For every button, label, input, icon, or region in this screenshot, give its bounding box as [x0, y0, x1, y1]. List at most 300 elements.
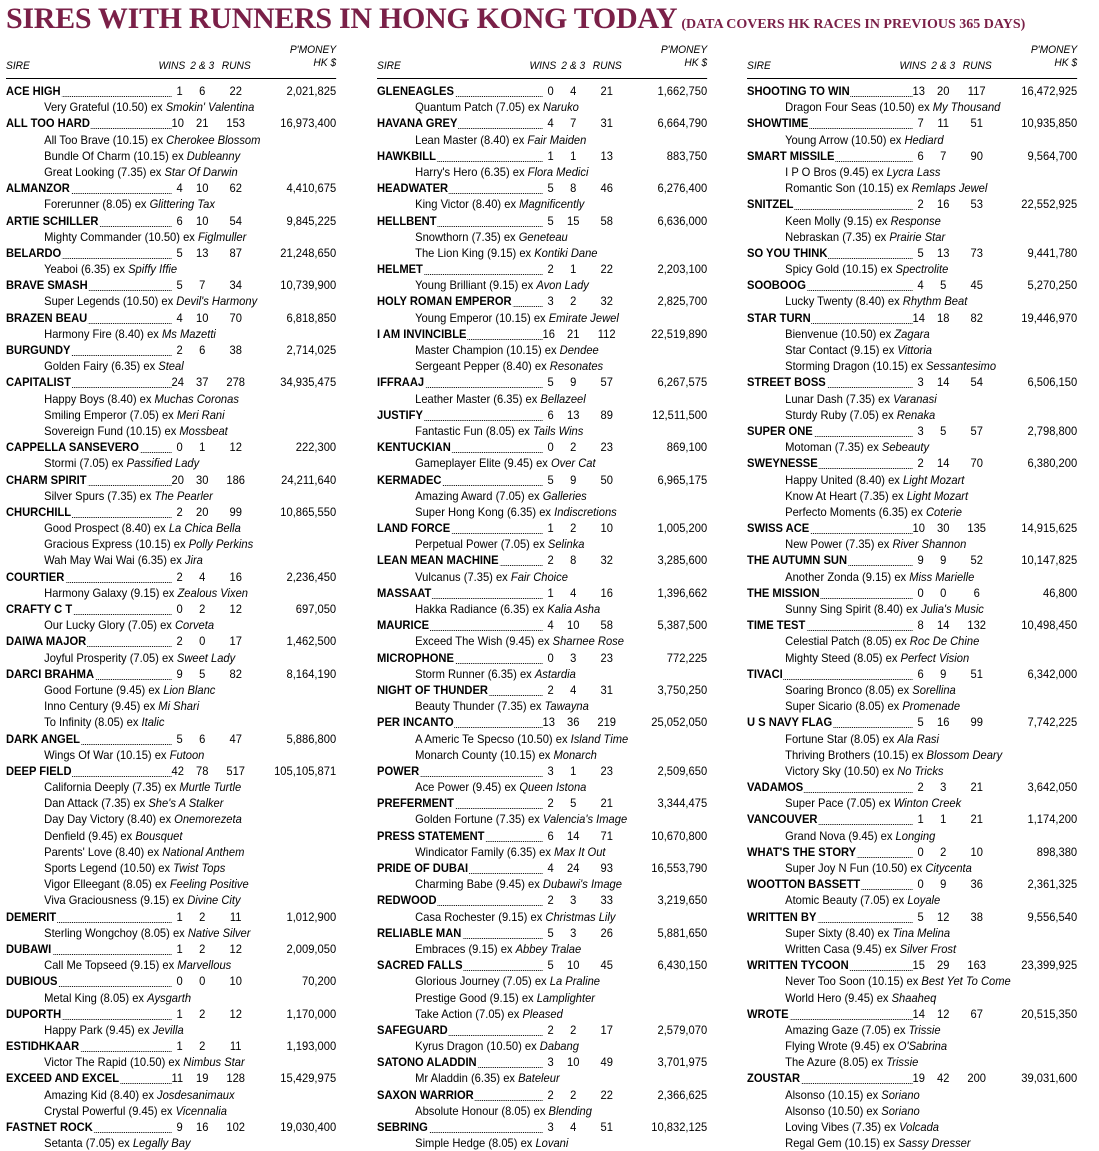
sire-runs: 17	[600, 1022, 613, 1037]
sire-row	[377, 293, 707, 309]
sire-wins: 15	[912, 958, 925, 973]
sire-name: KERMADEC	[377, 472, 442, 487]
sire-wins: 14	[912, 310, 925, 325]
sire-wins: 2	[543, 1022, 554, 1038]
runner-horse: Beauty Thunder (7.35) ex	[415, 699, 545, 714]
sire-name: WHAT'S THE STORY	[747, 844, 857, 859]
runner-row	[377, 941, 707, 957]
sire-wins: 4	[172, 180, 183, 196]
sire-runs: 52	[970, 553, 983, 568]
runner-row	[6, 229, 336, 245]
runner-row	[747, 391, 1077, 407]
runner-row	[6, 326, 336, 342]
sire-wins: 1	[543, 585, 554, 601]
sire-name: U S NAVY FLAG	[747, 715, 833, 730]
runner-horse: I P O Bros (9.45) ex	[785, 164, 887, 179]
runner-dam: Fair Choice	[510, 569, 568, 584]
runner-horse: Amazing Gaze (7.05) ex	[785, 1022, 909, 1037]
sire-placings: 5	[570, 796, 577, 811]
table-column-2	[377, 40, 707, 1151]
runner-row	[6, 1054, 336, 1070]
sire-name: WRITTEN TYCOON	[747, 958, 849, 973]
sire-wins: 1	[172, 1006, 183, 1022]
runner-dam: Steal	[158, 359, 184, 374]
runner-dam: Lovani	[535, 1136, 569, 1151]
header-wins: WINS	[899, 60, 927, 72]
runner-dam: Magnificently	[519, 197, 585, 212]
page-title	[6, 2, 1025, 38]
sire-runs: 51	[600, 1120, 613, 1134]
runner-horse: Nebraskan (7.35) ex	[785, 229, 890, 244]
sire-runs: 200	[967, 1071, 987, 1086]
sire-prize-money: 2,361,325	[1027, 877, 1078, 892]
sire-prize-money: 10,865,550	[280, 504, 337, 519]
sire-prize-money: 6,506,150	[1027, 375, 1078, 390]
sire-wins: 1	[172, 1038, 183, 1054]
sire-wins: 2	[172, 633, 183, 649]
runner-dam: Varanasi	[893, 391, 937, 406]
sire-placings: 6	[199, 731, 206, 746]
sire-name: SWISS ACE	[747, 521, 810, 536]
sire-wins: 13	[912, 84, 925, 98]
sire-runs: 11	[229, 909, 242, 924]
sire-runs: 32	[600, 553, 613, 568]
sire-runs: 12	[229, 941, 242, 956]
sire-prize-money: 2,714,025	[286, 343, 337, 357]
runner-dam: Jevilla	[152, 1022, 184, 1037]
sire-name: SNITZEL	[747, 197, 794, 212]
sire-placings: 9	[940, 877, 947, 892]
runner-dam: Star Of Darwin	[164, 164, 238, 179]
sire-name: DEMERIT	[6, 909, 57, 924]
sire-runs: 135	[967, 521, 987, 536]
runner-row	[747, 1103, 1077, 1119]
runner-row	[6, 407, 336, 423]
runner-row	[6, 925, 336, 941]
sire-wins: 1	[913, 811, 924, 827]
sire-name: IFFRAAJ	[377, 375, 425, 390]
runner-row	[6, 1022, 336, 1038]
runner-dam: Queen Istona	[519, 780, 587, 795]
sire-name: DEEP FIELD	[6, 763, 72, 778]
runner-dam: Kalia Asha	[547, 602, 601, 616]
runner-dam: Galleries	[542, 488, 587, 503]
sire-prize-money: 3,701,975	[657, 1055, 708, 1070]
sire-wins: 11	[171, 1071, 184, 1086]
runner-horse: Exceed The Wish (9.45) ex	[415, 634, 553, 649]
runner-horse: Vigor Elleegant (8.05) ex	[44, 877, 170, 892]
sire-wins: 9	[913, 552, 924, 568]
sire-name: SHOOTING TO WIN	[747, 84, 850, 98]
runner-row	[747, 682, 1077, 698]
sire-row	[6, 213, 336, 229]
sire-row	[377, 763, 707, 779]
sire-prize-money: 9,441,780	[1027, 245, 1078, 260]
runner-dam: Light Mozart	[902, 472, 965, 487]
runner-horse: Forerunner (8.05) ex	[44, 197, 150, 212]
sire-row	[747, 1006, 1077, 1022]
sire-row	[377, 650, 707, 666]
sire-placings: 2	[570, 294, 577, 309]
sire-name: SMART MISSILE	[747, 148, 835, 163]
sire-name: ALL TOO HARD	[6, 116, 90, 131]
runner-row	[377, 99, 707, 115]
sire-prize-money: 10,832,125	[651, 1120, 708, 1134]
sire-placings: 30	[937, 521, 950, 536]
sire-runs: 45	[600, 958, 613, 973]
header-runs: RUNS	[962, 60, 992, 72]
sire-runs: 70	[970, 456, 983, 471]
runner-horse: The Lion King (9.15) ex	[415, 245, 535, 260]
sire-row	[377, 1087, 707, 1103]
sire-prize-money: 46,800	[1043, 585, 1078, 600]
header-pmoney: P'MONEY	[1030, 44, 1078, 56]
sire-name: JUSTIFY	[377, 407, 423, 422]
runner-row	[6, 844, 336, 860]
runner-horse: Smiling Emperor (7.05) ex	[44, 407, 177, 422]
sire-prize-money: 6,276,400	[657, 181, 708, 196]
runner-row	[6, 358, 336, 374]
sire-placings: 7	[199, 278, 206, 293]
runner-dam: Glittering Tax	[149, 197, 215, 212]
sire-runs: 128	[226, 1071, 246, 1086]
sire-prize-money: 1,462,500	[286, 634, 337, 649]
header-wins: WINS	[158, 60, 186, 72]
runner-dam: Over Cat	[550, 456, 596, 471]
runner-horse: Sports Legend (10.50) ex	[44, 861, 174, 875]
runner-horse: Leather Master (6.35) ex	[415, 391, 541, 406]
runner-dam: Marvellous	[177, 958, 232, 973]
runner-dam: Smokin' Valentina	[165, 100, 255, 115]
runner-horse: Absolute Honour (8.05) ex	[415, 1103, 549, 1118]
sire-placings: 2	[940, 844, 947, 859]
runner-horse: Atomic Beauty (7.05) ex	[785, 893, 908, 908]
runner-dam: Rhythm Beat	[902, 294, 968, 309]
runner-dam: River Shannon	[892, 537, 967, 552]
runner-horse: Star Contact (9.15) ex	[785, 343, 898, 357]
runner-row	[377, 698, 707, 714]
sire-name: SAXON WARRIOR	[377, 1087, 474, 1102]
sire-placings: 3	[570, 893, 577, 908]
sire-runs: 33	[600, 893, 613, 908]
runner-horse: Our Lucky Glory (7.05) ex	[44, 618, 175, 633]
sire-row	[747, 844, 1077, 860]
runner-row	[377, 990, 707, 1006]
sire-prize-money: 5,270,250	[1027, 278, 1078, 293]
runner-horse: Flying Wrote (9.45) ex	[785, 1039, 898, 1054]
sire-wins: 5	[172, 731, 183, 747]
runner-row	[747, 358, 1077, 374]
sire-row	[6, 277, 336, 293]
sire-row	[747, 83, 1077, 99]
sire-prize-money: 3,285,600	[657, 553, 708, 568]
runner-horse: Bundle Of Charm (10.15) ex	[44, 148, 187, 163]
sire-runs: 67	[970, 1006, 983, 1021]
runner-dam: Cherokee Blossom	[166, 132, 261, 147]
runner-dam: Selinka	[547, 537, 585, 552]
sire-runs: 31	[600, 682, 613, 697]
sire-wins: 42	[171, 763, 184, 778]
sire-row	[747, 115, 1077, 131]
sire-placings: 6	[199, 84, 206, 98]
sire-placings: 8	[570, 181, 577, 196]
sire-row	[377, 374, 707, 390]
sire-placings: 14	[567, 828, 580, 843]
runner-horse: Inno Century (9.45) ex	[44, 699, 159, 714]
runner-row	[6, 196, 336, 212]
runner-horse: Happy United (8.40) ex	[785, 472, 903, 487]
sire-row	[6, 245, 336, 261]
runner-row	[377, 1038, 707, 1054]
runner-horse: New Power (7.35) ex	[785, 537, 893, 552]
runner-row	[6, 1087, 336, 1103]
sire-row	[747, 585, 1077, 601]
runner-dam: Trissie	[886, 1055, 919, 1070]
runner-row	[747, 650, 1077, 666]
sire-name: SOOBOOG	[747, 278, 806, 293]
sire-placings: 4	[570, 84, 577, 98]
sire-name: SO YOU THINK	[747, 245, 828, 260]
runner-dam: Sharnee Rose	[552, 634, 624, 649]
sire-name: BELARDO	[6, 245, 62, 260]
sire-wins: 9	[172, 1119, 183, 1135]
sire-wins: 2	[543, 261, 554, 277]
sire-name: PREFERMENT	[377, 796, 454, 811]
sire-runs: 219	[597, 715, 617, 730]
sire-runs: 517	[226, 763, 246, 778]
sire-wins: 2	[913, 455, 924, 471]
sire-wins: 4	[172, 310, 183, 326]
runner-dam: Devil's Harmony	[176, 294, 258, 309]
header-sire: SIRE	[6, 60, 30, 72]
runner-horse: Prestige Good (9.15) ex	[415, 990, 537, 1005]
sire-prize-money: 10,498,450	[1021, 618, 1078, 633]
sire-placings: 2	[570, 1022, 577, 1037]
sire-wins: 6	[913, 148, 924, 164]
sire-wins: 5	[913, 909, 924, 925]
runner-horse: Young Arrow (10.50) ex	[785, 132, 905, 147]
runner-row	[6, 892, 336, 908]
sire-wins: 4	[543, 860, 554, 876]
sire-placings: 5	[940, 423, 947, 438]
runner-horse: Gracious Express (10.15) ex	[44, 537, 189, 552]
runner-row	[747, 973, 1077, 989]
sire-prize-money: 2,798,800	[1027, 423, 1078, 438]
runner-dam: She's A Stalker	[148, 796, 224, 811]
sire-placings: 10	[567, 1055, 580, 1070]
runner-horse: Super Hong Kong (6.35) ex	[415, 504, 555, 519]
runner-dam: Julia's Music	[920, 602, 984, 616]
sire-placings: 2	[570, 440, 577, 455]
header-pmoney-unit: HK $	[313, 57, 337, 69]
sire-placings: 21	[567, 326, 580, 341]
sire-prize-money: 2,021,825	[286, 84, 337, 98]
runner-horse: Bienvenue (10.50) ex	[785, 326, 895, 341]
runner-dam: Sassy Dresser	[898, 1136, 971, 1151]
runner-horse: To Infinity (8.05) ex	[44, 715, 142, 730]
sire-row	[6, 973, 336, 989]
runner-row	[6, 132, 336, 148]
sire-wins: 1	[543, 148, 554, 164]
sire-runs: 10	[600, 521, 613, 536]
sire-placings: 16	[196, 1120, 209, 1134]
runner-row	[377, 601, 707, 617]
table-column-3	[747, 40, 1077, 1151]
sire-runs: 21	[600, 796, 613, 811]
sire-prize-money: 2,509,650	[657, 763, 708, 778]
runner-horse: Super Pace (7.05) ex	[785, 796, 894, 811]
sire-prize-money: 6,965,175	[657, 472, 708, 487]
sire-runs: 49	[600, 1055, 613, 1070]
sire-prize-money: 20,515,350	[1021, 1006, 1078, 1021]
sire-runs: 62	[229, 181, 242, 196]
runner-dam: Murtle Turtle	[179, 780, 242, 795]
header-runs: RUNS	[221, 60, 251, 72]
sire-prize-money: 19,446,970	[1021, 310, 1078, 325]
sire-row	[6, 1038, 336, 1054]
runner-dam: Renaka	[896, 407, 936, 422]
sire-prize-money: 6,342,000	[1027, 666, 1078, 681]
sire-runs: 112	[597, 326, 616, 341]
sire-name: PER INCANTO	[377, 715, 454, 730]
runner-dam: Astardia	[534, 666, 576, 681]
sire-runs: 23	[600, 650, 613, 665]
runner-row	[6, 860, 336, 876]
sire-row	[377, 892, 707, 908]
runner-row	[747, 1054, 1077, 1070]
sire-row	[6, 115, 336, 131]
runner-dam: Native Silver	[187, 925, 251, 940]
sire-runs: 6	[973, 585, 980, 600]
runner-horse: Victory Sky (10.50) ex	[785, 763, 898, 778]
runner-row	[6, 391, 336, 407]
sire-name: DARK ANGEL	[6, 731, 80, 746]
runner-horse: Super Sixty (8.40) ex	[785, 925, 893, 940]
sire-prize-money: 2,203,100	[657, 262, 708, 277]
runner-dam: Meri Rani	[176, 407, 225, 422]
runner-dam: Italic	[141, 715, 165, 730]
sire-prize-money: 10,935,850	[1021, 116, 1078, 131]
sire-prize-money: 2,825,700	[657, 294, 708, 309]
sire-wins: 5	[913, 714, 924, 730]
runner-dam: Response	[890, 213, 941, 228]
sire-name: SWEYNESSE	[747, 456, 818, 471]
sire-name: I AM INVINCIBLE	[377, 326, 467, 341]
sire-name: TIME TEST	[747, 618, 806, 633]
runner-row	[377, 536, 707, 552]
sire-name: FASTNET ROCK	[6, 1120, 93, 1134]
runner-dam: Spiffy Iffie	[128, 262, 178, 277]
sire-name: HELLBENT	[377, 213, 437, 228]
runner-row	[6, 714, 336, 730]
sire-row	[6, 633, 336, 649]
sire-name: SHOWTIME	[747, 116, 809, 131]
sire-prize-money: 19,030,400	[280, 1120, 337, 1134]
sire-wins: 2	[172, 504, 183, 520]
runner-dam: Citycenta	[925, 861, 972, 875]
sire-placings: 8	[570, 553, 577, 568]
runner-row	[6, 488, 336, 504]
sire-runs: 53	[970, 197, 983, 212]
runner-horse: Windicator Family (6.35) ex	[415, 844, 555, 859]
runner-dam: Ala Rasi	[897, 731, 939, 746]
runner-row	[747, 601, 1077, 617]
runner-horse: Joyful Prosperity (7.05) ex	[44, 650, 177, 665]
sire-runs: 34	[229, 278, 242, 293]
header-sire: SIRE	[377, 60, 401, 72]
sire-wins: 0	[913, 844, 924, 860]
sire-name: WOOTTON BASSETT	[747, 877, 861, 892]
runner-row	[747, 229, 1077, 245]
sire-name: ZOUSTAR	[747, 1071, 801, 1086]
sire-wins: 6	[543, 407, 554, 423]
sire-wins: 6	[543, 828, 554, 844]
sire-placings: 2	[199, 1006, 206, 1021]
runner-dam: Trissie	[908, 1022, 941, 1037]
runner-horse: Sovereign Fund (10.15) ex	[44, 423, 180, 438]
runner-row	[377, 1103, 707, 1119]
runner-horse: Alsonso (10.15) ex	[785, 1087, 882, 1102]
runner-dam: Prairie Star	[889, 229, 946, 244]
sire-prize-money: 22,519,890	[651, 326, 708, 341]
runner-row	[377, 164, 707, 180]
runner-horse: Day Day Victory (8.40) ex	[44, 812, 175, 827]
sire-name: DUBAWI	[6, 941, 52, 956]
column-header	[6, 40, 336, 79]
runner-row	[747, 1087, 1077, 1103]
sire-prize-money: 5,387,500	[657, 618, 708, 633]
sire-prize-money: 6,636,000	[657, 213, 708, 228]
sire-placings: 10	[196, 213, 209, 228]
sire-placings: 3	[570, 925, 577, 940]
runner-horse: Know At Heart (7.35) ex	[785, 488, 907, 503]
runner-row	[377, 504, 707, 520]
sire-placings: 7	[940, 148, 947, 163]
sire-name: RELIABLE MAN	[377, 925, 462, 940]
sire-name: LEAN MEAN MACHINE	[377, 553, 499, 568]
sire-row	[6, 763, 336, 779]
sire-row	[377, 439, 707, 455]
sire-name: POWER	[377, 763, 420, 778]
runner-horse: Spicy Gold (10.15) ex	[785, 262, 896, 277]
runner-row	[6, 828, 336, 844]
runner-horse: Charming Babe (9.45) ex	[415, 877, 543, 892]
runner-horse: Written Casa (9.45) ex	[785, 941, 900, 956]
runner-row	[6, 164, 336, 180]
sire-prize-money: 1,193,000	[286, 1039, 337, 1054]
sire-row	[747, 455, 1077, 471]
runner-row	[6, 455, 336, 471]
runner-dam: Dabang	[539, 1039, 579, 1054]
sire-prize-money: 14,915,625	[1021, 521, 1078, 536]
sire-wins: 2	[543, 682, 554, 698]
runner-row	[747, 536, 1077, 552]
sire-row	[377, 1054, 707, 1070]
sire-wins: 24	[171, 375, 184, 390]
sire-row	[747, 714, 1077, 730]
runner-dam: Bousquet	[135, 828, 183, 843]
sire-wins: 20	[171, 472, 184, 487]
sire-placings: 6	[199, 343, 206, 357]
sire-runs: 17	[229, 634, 242, 649]
sire-placings: 2	[199, 909, 206, 924]
sire-runs: 31	[600, 116, 613, 131]
runner-row	[747, 439, 1077, 455]
runner-dam: Soriano	[881, 1087, 920, 1102]
runner-row	[6, 811, 336, 827]
sire-prize-money: 70,200	[302, 974, 337, 989]
runner-horse: Dragon Four Seas (10.50) ex	[785, 100, 933, 115]
